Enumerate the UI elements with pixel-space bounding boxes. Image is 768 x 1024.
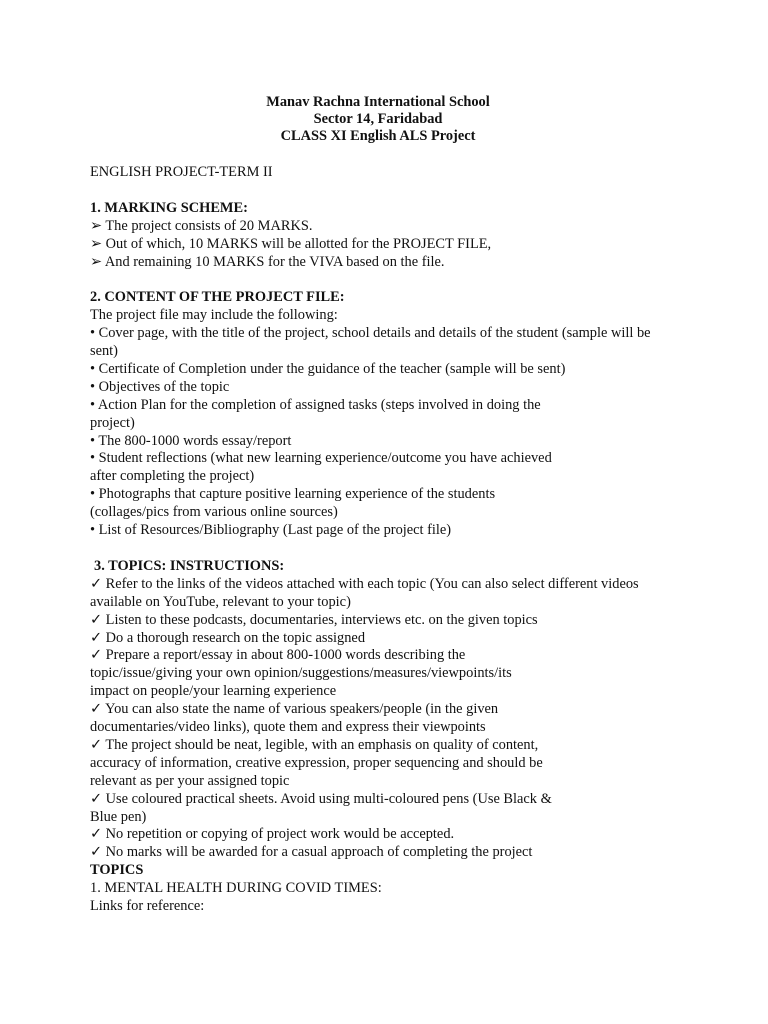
marking-line: ➢ Out of which, 10 MARKS will be allotted for the PROJECT FILE, [90,235,492,252]
instruction-line: documentaries/video links), quote them and express their viewpoints [90,719,486,736]
project-title: CLASS XI English ALS Project [280,128,476,144]
instruction-line: ✓ Use coloured practical sheets. Avoid using multi-coloured pens (Use Black & [90,790,552,807]
instruction-line: ✓ No repetition or copying of project work would be accepted. [90,826,455,843]
content-line: • Action Plan for the completion of assigned tasks (steps involved in doing the [90,396,541,413]
content-line: • The 800-1000 words essay/report [90,432,292,449]
topic-line: 1. MENTAL HEALTH DURING COVID TIMES: [90,880,382,897]
content-heading: 2. CONTENT OF THE PROJECT FILE: [90,289,345,306]
instructions-heading: 3. TOPICS: INSTRUCTIONS: [94,557,285,574]
instruction-line: available on YouTube, relevant to your topic) [90,593,351,610]
topic-line: Links for reference: [90,898,205,915]
school-address: Sector 14, Faridabad [313,111,443,127]
content-line: • Objectives of the topic [90,378,230,395]
instruction-line: ✓ Listen to these podcasts, documentaries, interviews etc. on the given topics [90,611,538,628]
content-line: • Cover page, with the title of the project, school details and details of the student (sample will be [90,325,651,342]
document-header [0,94,756,145]
content-line: sent) [90,343,118,360]
content-line: • List of Resources/Bibliography (Last page of the project file) [90,522,452,539]
marking-scheme-heading: 1. MARKING SCHEME: [90,199,248,216]
instruction-line: accuracy of information, creative expression, proper sequencing and should be [90,754,543,771]
content-line: (collages/pics from various online sources) [90,504,338,521]
marking-line: ➢ And remaining 10 MARKS for the VIVA based on the file. [90,253,445,270]
term-title: ENGLISH PROJECT-TERM II [90,164,273,180]
content-line: • Photographs that capture positive learning experience of the students [90,486,496,503]
content-line: project) [90,414,135,431]
instruction-line: topic/issue/giving your own opinion/suggestions/measures/viewpoints/its [90,665,512,682]
instruction-line: ✓ Prepare a report/essay in about 800-1000 words describing the [90,647,466,664]
topics-heading: TOPICS [90,862,144,879]
instruction-line: Blue pen) [90,808,147,825]
instruction-line: ✓ Do a thorough research on the topic assigned [90,629,366,646]
instruction-line: ✓ The project should be neat, legible, with an emphasis on quality of content, [90,736,539,753]
instruction-line: ✓ No marks will be awarded for a casual approach of completing the project [90,844,533,861]
instruction-line: relevant as per your assigned topic [90,772,290,789]
instruction-line: ✓ Refer to the links of the videos attached with each topic (You can also select different videos [90,575,639,592]
instruction-line: ✓ You can also state the name of various speakers/people (in the given [90,701,499,718]
document-body [90,164,690,916]
content-line: • Student reflections (what new learning experience/outcome you have achieved [90,450,552,467]
content-line: after completing the project) [90,468,255,485]
content-line: The project file may include the following: [90,307,338,324]
instruction-line: impact on people/your learning experience [90,683,337,700]
marking-line: ➢ The project consists of 20 MARKS. [90,217,313,234]
school-name: Manav Rachna International School [266,94,490,110]
content-line: • Certificate of Completion under the guidance of the teacher (sample will be sent) [90,360,566,377]
